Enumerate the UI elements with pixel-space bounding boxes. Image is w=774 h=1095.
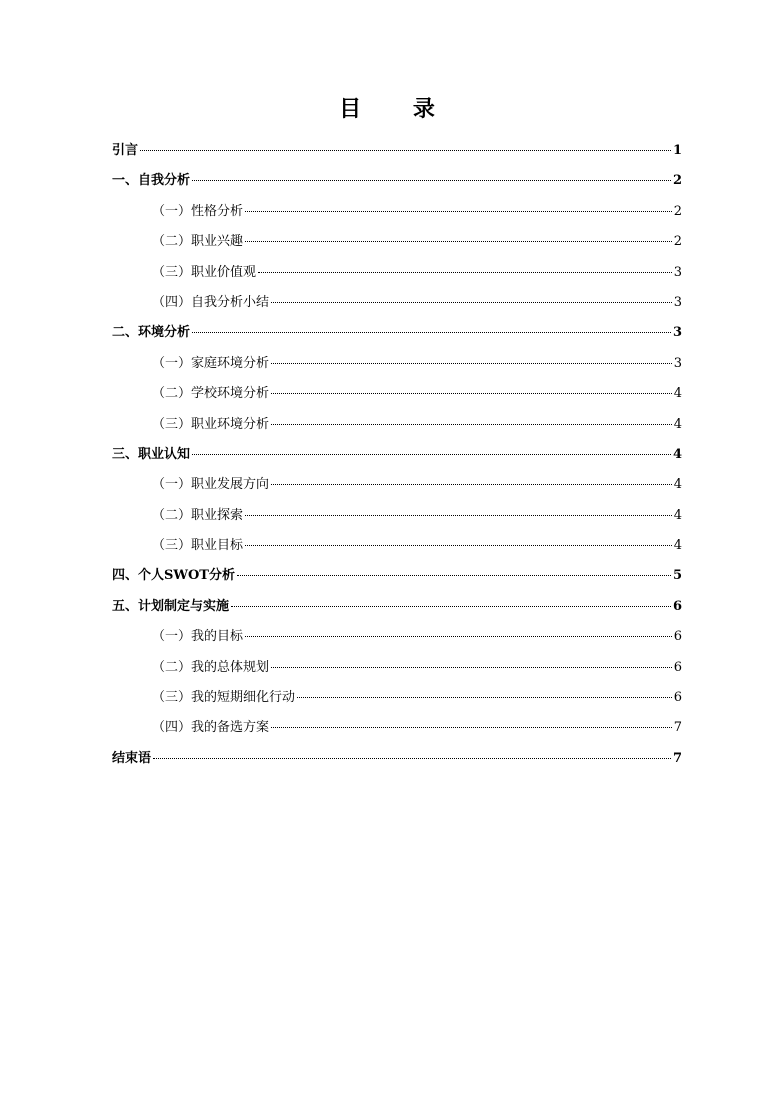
toc-entry-label: （一）家庭环境分析 (152, 355, 270, 371)
toc-subsection-entry[interactable] (112, 470, 682, 500)
toc-subsection-entry[interactable] (112, 683, 682, 713)
toc-page-number: 6 (673, 629, 682, 645)
toc-dot-leader (245, 544, 672, 546)
toc-entry-label: 结束语 (112, 750, 152, 766)
toc-page-number: 2 (673, 234, 682, 250)
toc-page-number: 4 (673, 538, 682, 554)
toc-entry-label: （三）职业环境分析 (152, 416, 270, 432)
toc-dot-leader (271, 392, 672, 394)
toc-dot-leader (192, 179, 671, 181)
toc-dot-leader (271, 301, 672, 303)
toc-entry-label: （二）我的总体规划 (152, 659, 270, 675)
toc-subsection-entry[interactable] (112, 258, 682, 288)
toc-dot-leader (245, 514, 672, 516)
toc-dot-leader (258, 271, 672, 273)
toc-page-number: 4 (673, 386, 682, 402)
toc-subsection-entry[interactable] (112, 227, 682, 257)
toc-page-number: 3 (673, 294, 682, 310)
toc-dot-leader (140, 149, 671, 151)
toc-entry-label: （二）职业探索 (152, 507, 244, 523)
table-of-contents (112, 136, 682, 774)
toc-page-number: 1 (672, 143, 682, 158)
toc-subsection-entry[interactable] (112, 379, 682, 409)
toc-entry-label: 二、环境分析 (112, 325, 191, 341)
toc-dot-leader (271, 423, 672, 425)
toc-subsection-entry[interactable] (112, 653, 682, 683)
toc-page-number: 3 (673, 355, 682, 371)
toc-section-entry[interactable] (112, 592, 682, 622)
toc-dot-leader (153, 757, 671, 759)
toc-dot-leader (271, 726, 672, 728)
toc-entry-label: 三、职业认知 (112, 446, 191, 462)
toc-entry-label: （一）性格分析 (152, 203, 244, 219)
toc-subsection-entry[interactable] (112, 713, 682, 743)
toc-page-number: 2 (673, 203, 682, 219)
toc-page-number: 3 (672, 325, 682, 341)
toc-dot-leader (271, 362, 672, 364)
toc-entry-label: （三）职业价值观 (152, 264, 257, 280)
toc-page-number: 4 (673, 507, 682, 523)
page-title: 目 录 (339, 96, 457, 122)
toc-section-entry[interactable] (112, 744, 682, 774)
toc-entry-label: （四）我的备选方案 (152, 720, 270, 736)
toc-entry-label: （一）职业发展方向 (152, 477, 270, 493)
toc-entry-label: 五、计划制定与实施 (112, 598, 230, 614)
toc-entry-label: （三）我的短期细化行动 (152, 690, 296, 706)
toc-dot-leader (271, 666, 672, 668)
toc-entry-label: 四、个人SWOT分析 (112, 568, 235, 584)
toc-page-number: 4 (672, 446, 682, 462)
toc-page-number: 5 (672, 568, 682, 584)
toc-subsection-entry[interactable] (112, 501, 682, 531)
toc-entry-label: （四）自我分析小结 (152, 294, 270, 310)
toc-subsection-entry[interactable] (112, 410, 682, 440)
toc-subsection-entry[interactable] (112, 288, 682, 318)
toc-section-entry[interactable] (112, 318, 682, 348)
toc-subsection-entry[interactable] (112, 622, 682, 652)
toc-entry-label: 一、自我分析 (112, 173, 191, 189)
toc-entry-label: 引言 (112, 143, 139, 158)
toc-page-number: 6 (673, 690, 682, 706)
toc-section-entry[interactable] (112, 440, 682, 470)
toc-dot-leader (231, 605, 671, 607)
toc-entry-label: （三）职业目标 (152, 538, 244, 554)
toc-page-number: 4 (673, 477, 682, 493)
toc-entry-label: （二）职业兴趣 (152, 234, 244, 250)
toc-section-entry[interactable] (112, 166, 682, 196)
toc-entry-label: （一）我的目标 (152, 629, 244, 645)
toc-subsection-entry[interactable] (112, 349, 682, 379)
toc-dot-leader (245, 635, 672, 637)
toc-subsection-entry[interactable] (112, 197, 682, 227)
toc-section-entry[interactable] (112, 561, 682, 591)
toc-subsection-entry[interactable] (112, 531, 682, 561)
toc-dot-leader (297, 696, 672, 698)
toc-page-number: 7 (673, 720, 682, 736)
toc-page-number: 3 (673, 264, 682, 280)
toc-page-number: 7 (672, 750, 682, 766)
toc-page-number: 4 (673, 416, 682, 432)
toc-page-number: 6 (672, 598, 682, 614)
toc-section-entry[interactable] (112, 136, 682, 166)
toc-page-number: 6 (673, 659, 682, 675)
toc-dot-leader (192, 453, 671, 455)
toc-entry-label: （二）学校环境分析 (152, 386, 270, 402)
toc-dot-leader (245, 240, 672, 242)
toc-page-number: 2 (672, 173, 682, 189)
toc-dot-leader (271, 483, 672, 485)
toc-dot-leader (237, 574, 671, 576)
toc-dot-leader (245, 210, 672, 212)
toc-dot-leader (192, 331, 671, 333)
